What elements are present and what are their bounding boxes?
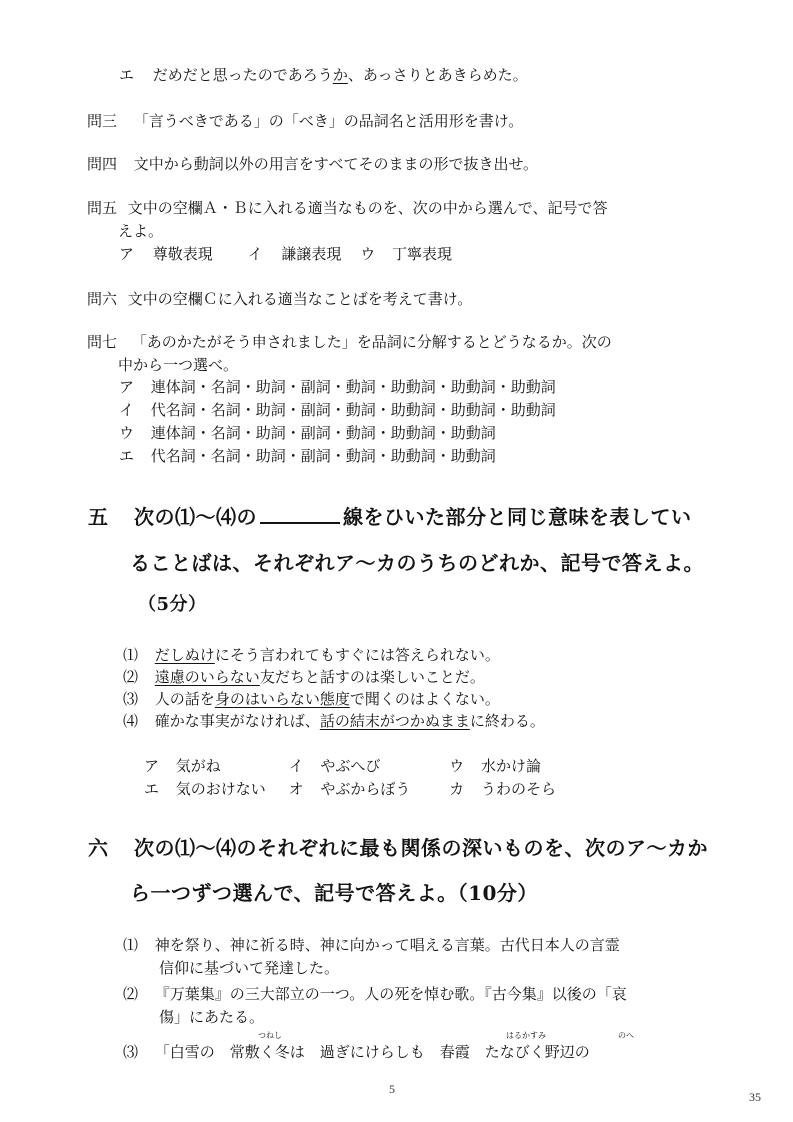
question-number: 問三 xyxy=(87,112,118,130)
option-mark: ウ xyxy=(360,245,376,263)
item-text-line1: 神を祭り、神に祈る時、神に向かって唱える言葉。古代日本人の言霊 xyxy=(154,936,620,954)
choice-mark: エ xyxy=(144,780,160,798)
question-7-line2: 中から一つ選べ。 xyxy=(118,356,239,374)
option-text: 連体詞・名詞・助詞・副詞・動詞・助動詞・助動詞・助動詞 xyxy=(150,378,556,396)
question-7-option xyxy=(119,445,496,466)
choice-text: やぶへび xyxy=(320,757,381,775)
option-text: 代名詞・名詞・助詞・副詞・動詞・助動詞・助動詞・助動詞 xyxy=(150,401,556,419)
question-7-option xyxy=(119,399,556,420)
ruby-harukasumi: はるかすみ xyxy=(506,1031,546,1040)
choice-mark: オ xyxy=(288,780,304,798)
section-number: 五 xyxy=(88,505,109,529)
item-number: ⑶ xyxy=(123,1043,139,1061)
item-number: ⑵ xyxy=(123,985,139,1003)
question-6 xyxy=(87,288,472,309)
section-6-item xyxy=(123,1041,590,1062)
choice-text-pre: だめだと思ったのであろう xyxy=(152,66,333,84)
item-text: に終わる。 xyxy=(469,712,545,730)
question-number: 問四 xyxy=(87,155,118,173)
option-text: 丁寧表現 xyxy=(391,245,452,263)
section-5-item xyxy=(123,688,500,709)
question-5-line2: えよ。 xyxy=(118,222,164,240)
question-5 xyxy=(87,197,608,218)
option-text: 代名詞・名詞・助詞・副詞・動詞・助動詞・助動詞 xyxy=(150,447,496,465)
section-number: 六 xyxy=(88,836,109,860)
choice-text: やぶからぼう xyxy=(320,780,411,798)
question-4 xyxy=(87,153,538,174)
option-text: 連体詞・名詞・助詞・副詞・動詞・助動詞・助動詞 xyxy=(150,424,496,442)
question-text-line1: 「あのかたがそう申されました」を品詞に分解するとどうなるか。次の xyxy=(131,333,612,351)
question-number: 問七 xyxy=(87,333,118,351)
item-number: ⑴ xyxy=(123,646,139,664)
question-text: 文中の空欄Ｃに入れる適当なことばを考えて書け。 xyxy=(127,290,473,308)
section-6-line2: ら一つずつ選んで、記号で答えよ。（10分） xyxy=(130,881,538,905)
section-6-item xyxy=(123,934,620,955)
choice-text: 水かけ論 xyxy=(480,757,541,775)
item-underlined: 話の結末がつかぬまま xyxy=(319,712,470,730)
section-5-line2: ることばは、それぞれア〜カのうちのどれか、記号で答えよ。 xyxy=(130,551,704,575)
q4-choice-e xyxy=(119,64,528,85)
item-text-pre: 人の話を xyxy=(154,690,215,708)
section-instruction-post: 線をひいた部分と同じ意味を表してい xyxy=(342,505,692,529)
option-mark: ウ xyxy=(119,424,135,442)
section-5-item xyxy=(123,710,545,731)
option-mark: ア xyxy=(119,378,135,396)
option-text: 謙譲表現 xyxy=(281,245,342,263)
question-7-option xyxy=(119,376,556,397)
section-5-item xyxy=(123,644,500,665)
choice-mark: エ xyxy=(119,66,135,84)
ruby-tsuneshi: つねし xyxy=(258,1031,282,1040)
item-number: ⑷ xyxy=(123,712,139,730)
option-mark: イ xyxy=(247,245,263,263)
section-instruction-pre: 次の⑴〜⑷の xyxy=(133,505,257,529)
choice-text-underlined: か xyxy=(332,66,348,84)
choice-text: うわのそら xyxy=(480,780,556,798)
section-5-item xyxy=(123,666,485,687)
section-5-choices-row2 xyxy=(144,778,556,799)
choice-mark: イ xyxy=(288,757,304,775)
section-6-item-line2: 信仰に基づいて発達した。 xyxy=(159,959,340,977)
item-number: ⑶ xyxy=(123,690,139,708)
choice-text: 気のおけない xyxy=(175,780,266,798)
choice-text: 気がね xyxy=(175,757,221,775)
choice-mark: ア xyxy=(144,757,160,775)
ruby-nohe: のへ xyxy=(618,1031,634,1040)
choice-mark: カ xyxy=(449,780,465,798)
item-number: ⑴ xyxy=(123,936,139,954)
section-6-item xyxy=(123,983,627,1004)
item-text: にそう言われてもすぐには答えられない。 xyxy=(214,646,500,664)
item-text-pre: 確かな事実がなければ、 xyxy=(154,712,320,730)
option-mark: ア xyxy=(119,245,135,263)
choice-mark: ウ xyxy=(449,757,465,775)
item-number: ⑵ xyxy=(123,668,139,686)
item-underlined: 遠慮のいらない xyxy=(154,668,260,686)
item-text: 「白雪の 常敷く冬は 過ぎにけらしも 春霞 たなびく野辺の xyxy=(154,1043,590,1061)
section-6-item-line2: 傷」にあたる。 xyxy=(159,1008,265,1026)
item-text: で聞くのはよくない。 xyxy=(349,690,500,708)
underline-blank xyxy=(260,504,340,524)
question-7 xyxy=(87,331,612,352)
section-5-heading xyxy=(88,501,691,530)
section-instruction: 次の⑴〜⑷のそれぞれに最も関係の深いものを、次のア〜カか xyxy=(133,836,708,860)
question-text: 文中から動詞以外の用言をすべてそのままの形で抜き出せ。 xyxy=(133,155,539,173)
question-7-option xyxy=(119,422,496,443)
item-underlined: 身のはいらない態度 xyxy=(214,690,350,708)
section-5-choices-row1 xyxy=(144,755,541,776)
page-number: 5 xyxy=(389,1082,395,1096)
choice-text-post: 、あっさりとあきらめた。 xyxy=(347,66,528,84)
item-text-line1: 『万葉集』の三大部立の一つ。人の死を悼む歌。『古今集』以後の「哀 xyxy=(154,985,627,1003)
corner-number: 35 xyxy=(749,1090,761,1104)
question-3 xyxy=(87,110,523,131)
question-5-options xyxy=(119,243,452,264)
item-text: 友だちと話すのは楽しいことだ。 xyxy=(259,668,485,686)
question-text: 「言うべきである」の「べき」の品詞名と活用形を書け。 xyxy=(133,112,524,130)
section-6-heading xyxy=(88,832,708,861)
question-number: 問六 xyxy=(87,290,118,308)
item-underlined: だしぬけ xyxy=(154,646,215,664)
option-mark: エ xyxy=(119,447,135,465)
question-text-line1: 文中の空欄Ａ・Ｂに入れる適当なものを、次の中から選んで、記号で答 xyxy=(127,199,608,217)
option-mark: イ xyxy=(119,401,135,419)
section-5-points: （5分） xyxy=(138,594,207,615)
question-number: 問五 xyxy=(87,199,118,217)
option-text: 尊敬表現 xyxy=(152,245,213,263)
